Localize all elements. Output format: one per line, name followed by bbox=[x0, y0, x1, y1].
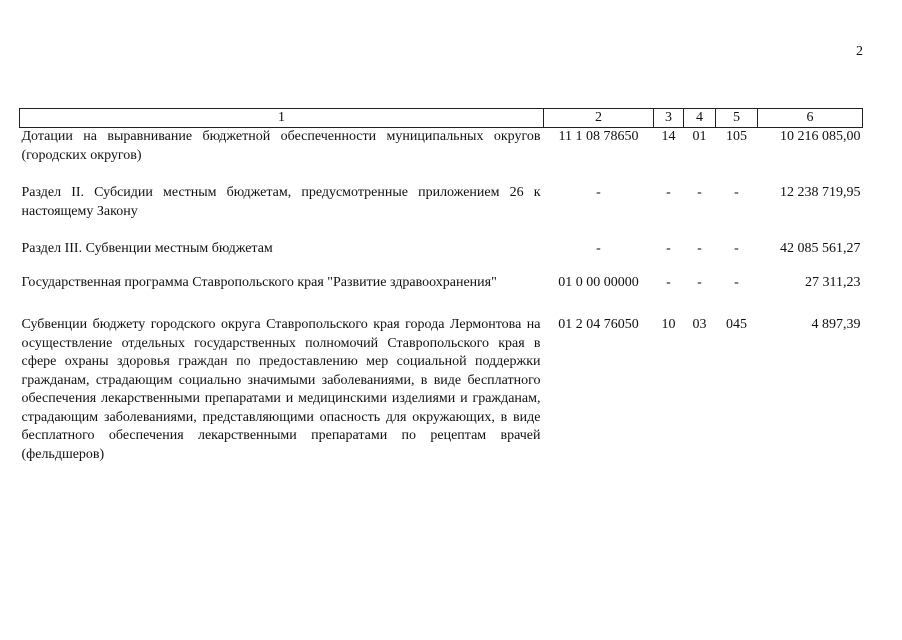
row-code: 01 2 04 76050 bbox=[558, 317, 639, 332]
row-col-3: - bbox=[666, 241, 671, 256]
row-amount: 10 216 085,00 bbox=[780, 129, 861, 144]
row-col-3: - bbox=[666, 185, 671, 200]
row-col-5: - bbox=[734, 275, 739, 290]
table-row bbox=[20, 274, 863, 316]
row-code: - bbox=[596, 241, 601, 256]
row-amount: 12 238 719,95 bbox=[780, 185, 861, 200]
row-description: Раздел II. Субсидии местным бюджетам, предусмотренные приложением 26 к настоящему Закону bbox=[21, 185, 541, 219]
row-code: 01 0 00 00000 bbox=[558, 275, 639, 290]
row-amount: 4 897,39 bbox=[811, 317, 861, 332]
row-col-3: - bbox=[666, 275, 671, 290]
row-code: 11 1 08 78650 bbox=[558, 129, 639, 144]
row-col-3: 14 bbox=[661, 129, 676, 144]
row-col-4: - bbox=[697, 241, 702, 256]
row-col-5: - bbox=[734, 185, 739, 200]
row-amount: 27 311,23 bbox=[805, 275, 861, 290]
budget-table bbox=[19, 108, 863, 466]
row-col-5: 105 bbox=[726, 129, 747, 144]
row-col-3: 10 bbox=[661, 317, 676, 332]
row-description: Раздел III. Субвенции местным бюджетам bbox=[21, 241, 273, 256]
row-description: Дотации на выравнивание бюджетной обеспеченности муниципальных округов (городских округов) bbox=[21, 129, 541, 163]
row-code: - bbox=[596, 185, 601, 200]
row-col-4: - bbox=[697, 185, 702, 200]
row-col-5: - bbox=[734, 241, 739, 256]
column-header-5: 5 bbox=[716, 109, 758, 128]
page-number: 2 bbox=[856, 44, 863, 59]
table-row bbox=[20, 184, 863, 240]
column-header-1: 1 bbox=[20, 109, 544, 128]
column-header-3: 3 bbox=[654, 109, 684, 128]
row-description: Субвенции бюджету городского округа Ставропольского края города Лермонтова на осуществление отдельных государственных полномочий Ставропольского края в сфере охраны здоровья граждан по предоставлению мер социальной поддержки гражданам, страдающим социально значимыми заболеваниями, в виде бесплатного обеспечения лекарственными препаратами и медицинскими изделиями и гражданам, страдающим заболеваниями, представляющими опасность для окружающих, в виде бесплатного обеспечения лекарственными препаратами по рецептам врачей (фельдшеров) bbox=[21, 317, 541, 462]
column-header-6: 6 bbox=[758, 109, 863, 128]
row-col-4: 03 bbox=[692, 317, 707, 332]
row-col-5: 045 bbox=[726, 317, 747, 332]
row-description: Государственная программа Ставропольского края "Развитие здравоохранения" bbox=[21, 275, 497, 290]
column-header-2: 2 bbox=[544, 109, 654, 128]
row-col-4: 01 bbox=[692, 129, 707, 144]
table-row bbox=[20, 240, 863, 274]
table-row bbox=[20, 128, 863, 185]
row-col-4: - bbox=[697, 275, 702, 290]
column-header-4: 4 bbox=[684, 109, 716, 128]
table-row bbox=[20, 316, 863, 466]
header-row bbox=[20, 109, 863, 128]
row-amount: 42 085 561,27 bbox=[780, 241, 861, 256]
